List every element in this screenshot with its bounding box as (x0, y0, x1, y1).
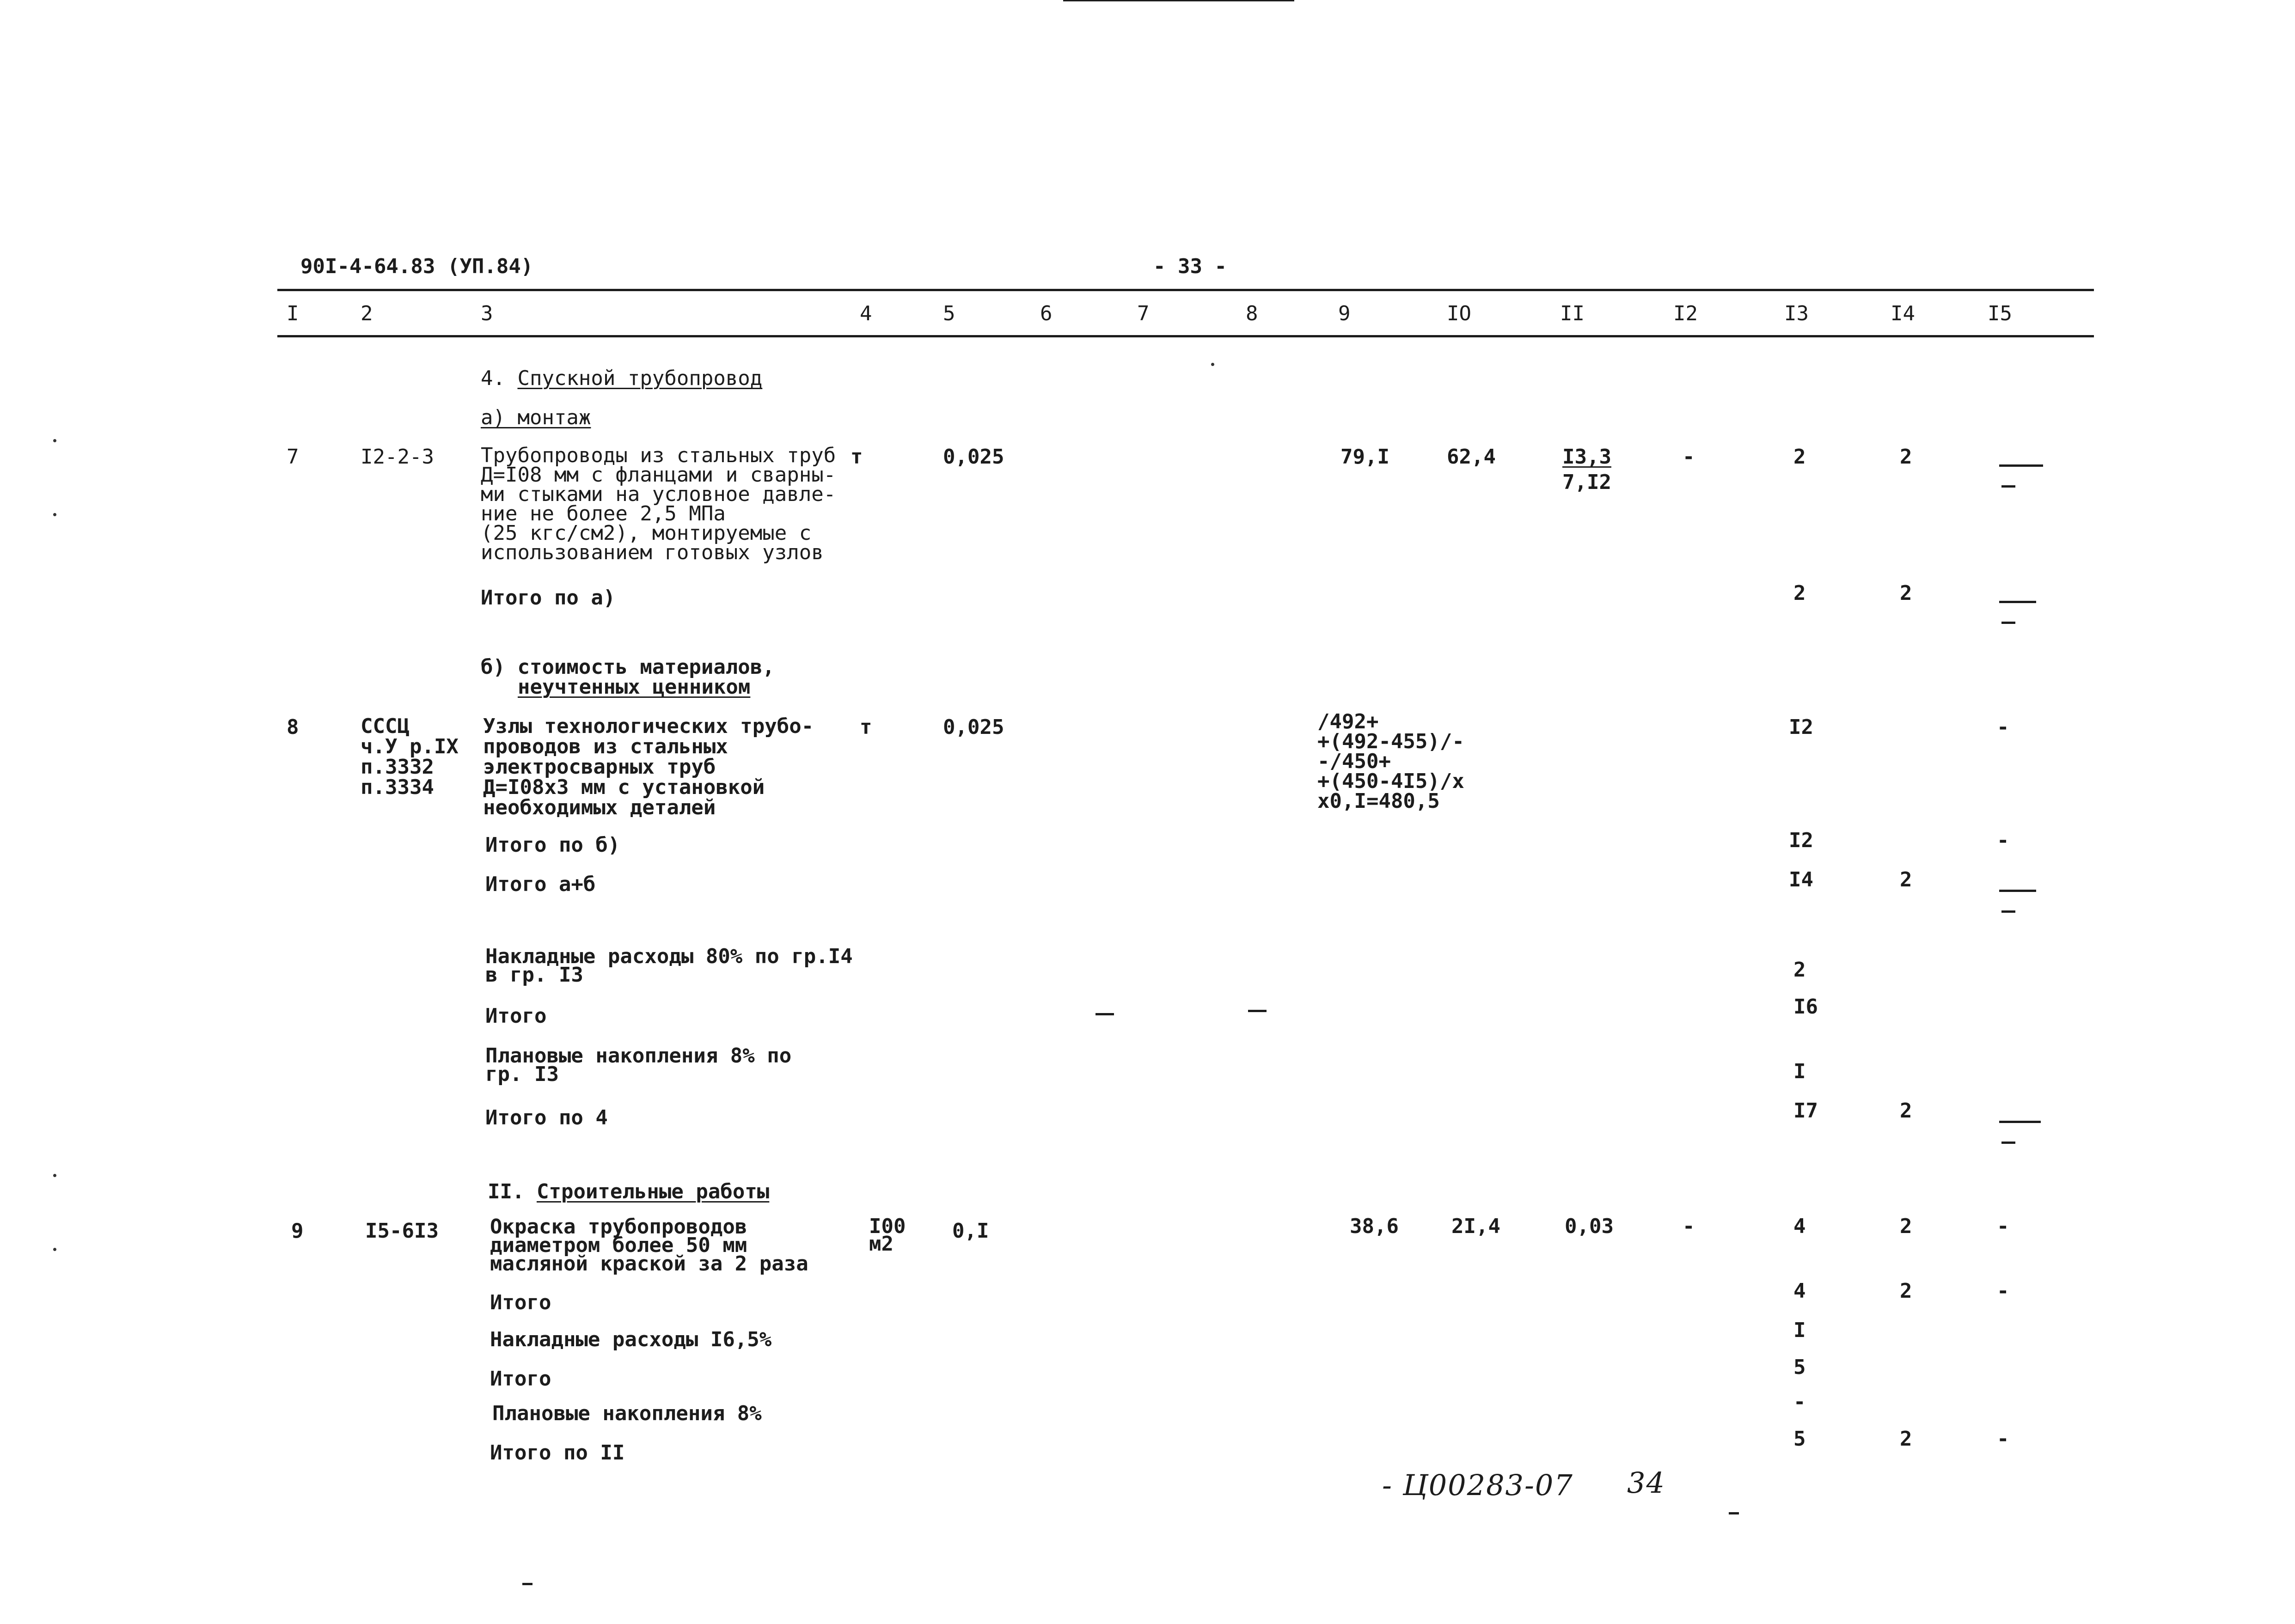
handwritten-document-number: - Ц00283-07 (1382, 1468, 1573, 1502)
planned-savings-label: Плановые накопления 8% по гр. I3 (485, 1044, 792, 1086)
col-15-value: - (1997, 1215, 2009, 1238)
col-15-dash-bottom (2001, 910, 2015, 913)
total-label: Итого по 4 (485, 1106, 608, 1129)
col-14-value: 2 (1900, 581, 1912, 605)
column-header-14: I4 (1891, 302, 1915, 325)
quantity: 0,025 (943, 445, 1004, 469)
col-11-value-top: I3,3 (1562, 445, 1611, 469)
planned-savings-label: Плановые накопления 8% (492, 1402, 762, 1425)
col-13-value: 5 (1793, 1427, 1806, 1451)
col-13-value: I (1793, 1060, 1806, 1083)
total-label: Итого (490, 1367, 551, 1391)
column-header-13: I3 (1784, 302, 1809, 325)
row-number: 8 (287, 715, 299, 739)
total-label: Итого а+б (485, 873, 596, 896)
col-12-value: - (1683, 1215, 1695, 1238)
scan-mark (1095, 1013, 1114, 1015)
column-header-7: 7 (1137, 302, 1150, 325)
section-4-number: 4. (481, 366, 505, 390)
col-15-dash-top (1999, 890, 2036, 892)
column-header-4: 4 (860, 302, 872, 325)
norm-code: I5-6I3 (365, 1219, 439, 1243)
col-13-value: 4 (1793, 1215, 1806, 1238)
header-rule-top (277, 289, 2094, 291)
total-label: Итого по б) (485, 833, 620, 857)
col-14-value: 2 (1900, 1099, 1912, 1123)
price-calculation: /492+ +(492-455)/- -/450+ +(450-4I5)/х х0,I=480,5 (1317, 710, 1464, 813)
total-label: Итого (490, 1291, 551, 1314)
col-13-value: 2 (1793, 445, 1806, 469)
section-4-heading (481, 367, 762, 390)
scan-speck (53, 513, 56, 516)
col-15-dash-top (1999, 1121, 2041, 1123)
col-9-value: 79,I (1340, 445, 1389, 469)
col-10-value: 2I,4 (1451, 1215, 1500, 1238)
column-header-1: I (287, 302, 299, 325)
col-15-dash-bottom (2001, 1142, 2015, 1144)
total-label: Итого по а) (481, 586, 616, 610)
scan-edge-line (1063, 0, 1294, 1)
material-description: Узлы технологических трубо- проводов из стальных электросварных труб Д=I08х3 мм с установкой необходимых деталей (483, 714, 814, 819)
total-label: Итого по II (490, 1441, 625, 1465)
col-13-value: I2 (1789, 715, 1813, 739)
page-number: - 33 - (1153, 255, 1227, 278)
col-15-dash-top (1999, 464, 2043, 467)
column-header-15: I5 (1988, 302, 2012, 325)
col-13-value: I6 (1793, 995, 1818, 1019)
column-header-11: II (1560, 302, 1585, 325)
header-rule-bottom (277, 335, 2094, 337)
column-header-12: I2 (1673, 302, 1698, 325)
scan-speck (1211, 363, 1214, 366)
column-header-8: 8 (1246, 302, 1258, 325)
column-header-9: 9 (1338, 302, 1351, 325)
col-15-value: - (1997, 1279, 2009, 1303)
col-13-value: I2 (1789, 829, 1813, 852)
scan-mark (1248, 1010, 1267, 1012)
unit: т (851, 445, 863, 469)
quantity: 0,025 (943, 715, 1004, 739)
col-15-value: - (1997, 1427, 2009, 1451)
col-14-value: 2 (1900, 1279, 1912, 1303)
col-15-value: - (1997, 829, 2009, 852)
col-13-value: 5 (1793, 1355, 1806, 1379)
unit: т (860, 715, 872, 739)
col-14-value: 2 (1900, 868, 1912, 891)
col-11-value: 0,03 (1565, 1215, 1614, 1238)
subsection-b-heading-line2: неучтенных ценником (518, 675, 751, 699)
col-15-value: - (1997, 715, 2009, 739)
col-15-dash-bottom (2001, 622, 2015, 624)
row-number: 9 (291, 1219, 304, 1243)
norm-code: I2-2-3 (361, 445, 434, 469)
scan-speck (53, 1174, 56, 1177)
col-13-value: - (1793, 1390, 1806, 1414)
col-9-value: 38,6 (1350, 1215, 1399, 1238)
work-description: Окраска трубопроводов диаметром более 50 мм масляной краской за 2 раза (490, 1215, 808, 1276)
col-15-dash-bottom (2001, 485, 2015, 488)
scan-mark (522, 1583, 532, 1585)
row-number: 7 (287, 445, 299, 469)
subsection-a-heading: а) монтаж (481, 406, 591, 429)
quantity: 0,I (952, 1219, 989, 1243)
col-11-value-bottom: 7,I2 (1562, 470, 1611, 494)
section-4-title: Спускной трубопровод (517, 366, 763, 390)
document-code: 90I-4-64.83 (УП.84) (300, 255, 533, 278)
section-II-title: Строительные работы (536, 1180, 770, 1203)
col-13-value: I (1793, 1319, 1806, 1342)
price-reference: СССЦ ч.У р.IX п.3332 п.3334 (361, 714, 459, 799)
col-13-value: I7 (1793, 1099, 1818, 1123)
col-14-value: 2 (1900, 445, 1912, 469)
section-II-number: II. (488, 1180, 525, 1203)
overhead-label: Накладные расходы I6,5% (490, 1328, 772, 1351)
unit: I00 м2 (869, 1215, 906, 1256)
scan-mark (1729, 1512, 1739, 1514)
column-header-3: 3 (481, 302, 493, 325)
scan-speck (53, 439, 56, 442)
total-label: Итого (485, 1004, 547, 1028)
overhead-label: Накладные расходы 80% по гр.I4 в гр. I3 (485, 945, 853, 987)
column-header-5: 5 (943, 302, 955, 325)
col-10-value: 62,4 (1447, 445, 1496, 469)
section-II-heading (488, 1181, 769, 1203)
col-13-value: 2 (1793, 958, 1806, 982)
column-header-10: IO (1447, 302, 1471, 325)
col-14-value: 2 (1900, 1215, 1912, 1238)
col-14-value: 2 (1900, 1427, 1912, 1451)
col-13-value: 2 (1793, 581, 1806, 605)
subsection-b-heading-line1: б) стоимость материалов, (481, 655, 775, 679)
col-12-value: - (1683, 445, 1695, 469)
scan-speck (53, 1248, 56, 1251)
col-13-value: I4 (1789, 868, 1813, 891)
work-description: Трубопроводы из стальных труб Д=I08 мм с фланцами и сварны- ми стыками на условное давле- ние не более 2,5 МПа (25 кгс/см2), монтируемые с использованием готовых узлов (481, 444, 836, 564)
col-15-dash-top (1999, 601, 2036, 603)
column-header-6: 6 (1040, 302, 1053, 325)
handwritten-sheet-number: 34 (1627, 1466, 1665, 1500)
col-13-value: 4 (1793, 1279, 1806, 1303)
column-header-2: 2 (361, 302, 373, 325)
